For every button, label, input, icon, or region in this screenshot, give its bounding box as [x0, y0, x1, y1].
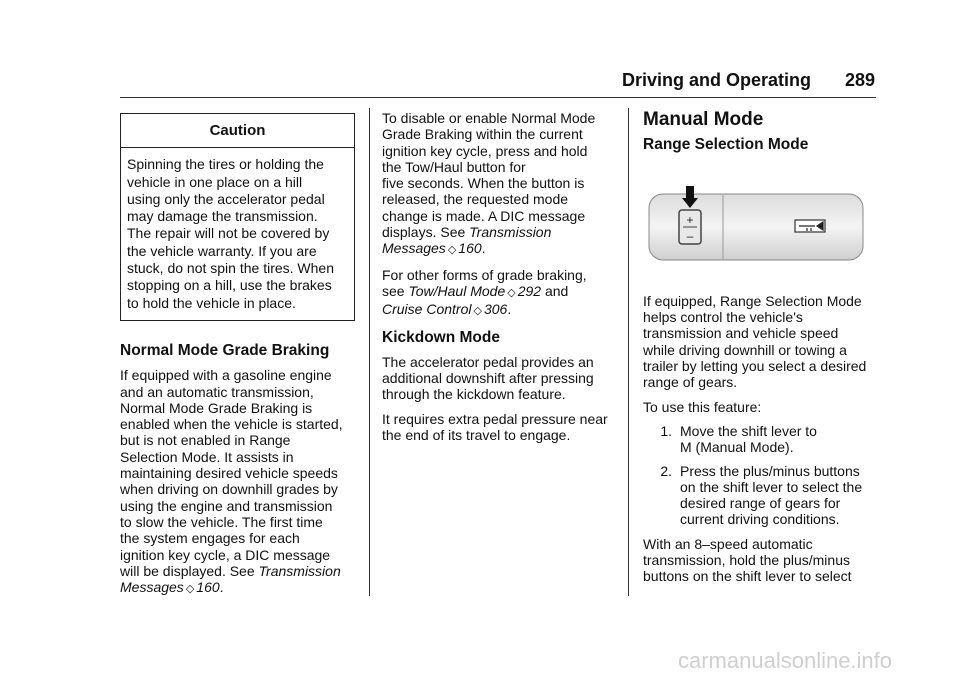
normal-mode-ref-end: .	[219, 579, 224, 596]
column-3	[643, 109, 883, 593]
shift-lever-illustration	[645, 184, 867, 268]
other-forms-end: .	[507, 301, 512, 318]
normal-mode-ref-page[interactable]: 160	[196, 579, 220, 596]
step-number: 2.	[660, 462, 672, 479]
kickdown-paragraph-2: It requires extra pedal pressure near the end of its travel to engage.	[382, 410, 608, 444]
cross-reference-icon: ◇	[473, 305, 482, 318]
caution-body: Spinning the tires or holding the vehicle in one place on a hill using only the accelerator pedal may damage the transmission. The repair will not be covered by the vehicle warranty. If you are stuck, do not spin the tires. When stopping on a hill, use the brakes to hold the vehicle in place.	[127, 156, 334, 311]
kickdown-paragraph-1: The accelerator pedal provides an additional downshift after pressing through the kickdown feature.	[382, 353, 594, 403]
tow-haul-ref-link[interactable]: Tow/Haul Mode	[408, 282, 506, 299]
cross-reference-icon: ◇	[185, 583, 195, 596]
cross-reference-icon: ◇	[507, 286, 516, 299]
use-feature-intro: To use this feature:	[643, 398, 762, 415]
tow-haul-ref-page[interactable]: 292	[517, 282, 542, 299]
cruise-control-ref-link[interactable]: Cruise Control	[382, 301, 472, 318]
minus-button-label: –	[686, 228, 694, 243]
step-number: 1.	[660, 422, 672, 439]
other-forms-intro: For other forms of grade braking, see	[382, 266, 587, 299]
list-item	[643, 423, 883, 456]
cruise-control-ref-page[interactable]: 306	[483, 301, 508, 318]
manual-mode-heading: Manual Mode	[643, 109, 764, 130]
range-selection-heading: Range Selection Mode	[643, 136, 809, 154]
steps-list	[643, 423, 883, 528]
column-divider-1	[369, 108, 370, 596]
normal-mode-heading: Normal Mode Grade Braking	[120, 341, 330, 359]
plus-button-label: +	[686, 212, 694, 227]
eight-speed-paragraph: With an 8–speed automatic transmission, hold the plus/minus buttons on the shift lever to select	[643, 535, 852, 585]
header-section-title: Driving and Operating	[622, 70, 812, 90]
step-text: Move the shift lever to M (Manual Mode).	[680, 422, 817, 456]
other-forms-mid: and	[544, 282, 569, 299]
cross-reference-icon: ◇	[447, 244, 457, 257]
column-divider-2	[628, 108, 629, 596]
column-1	[120, 110, 360, 605]
step-text: Press the plus/minus buttons on the shift lever to select the desired range of gears for current driving conditions.	[680, 462, 863, 528]
disable-paragraph	[382, 110, 622, 259]
other-forms-paragraph	[382, 267, 622, 320]
normal-mode-body: If equipped with a gasoline engine and an automatic transmission, Normal Mode Grade Braking is enabled when the vehicle is started, but is not enabled in Range Selection Mode. It assists in maintaining desired vehicle speeds when driving on downhill grades by using the engine and transmission to slow the vehicle. The first time the system engages for each ignition key cycle, a DIC message will be displayed. See	[120, 367, 343, 579]
range-selection-paragraph: If equipped, Range Selection Mode helps control the vehicle's transmission and vehicle speed while driving downhill or towing a trailer by letting you select a desired range of gears.	[643, 292, 867, 391]
caution-box	[120, 113, 355, 321]
column-2	[382, 110, 622, 451]
list-item	[643, 463, 883, 528]
caution-title: Caution	[121, 114, 354, 148]
disable-body: To disable or enable Normal Mode Grade Braking within the current ignition key cycle, press and hold the Tow/Haul button for five seconds. When the button is released, the requested mode change is made. A DIC message displays. See	[382, 110, 596, 241]
page-number: 289	[845, 70, 876, 90]
disable-ref-page[interactable]: 160	[458, 240, 482, 257]
disable-ref-link[interactable]: Transmission Messages	[382, 224, 552, 257]
kickdown-heading: Kickdown Mode	[382, 328, 500, 346]
normal-mode-ref-link[interactable]: Transmission Messages	[120, 562, 341, 596]
watermark: carmanualsonline.info	[678, 648, 893, 673]
disable-ref-end: .	[481, 240, 486, 257]
header-rule	[120, 97, 876, 98]
normal-mode-paragraph	[120, 367, 360, 597]
